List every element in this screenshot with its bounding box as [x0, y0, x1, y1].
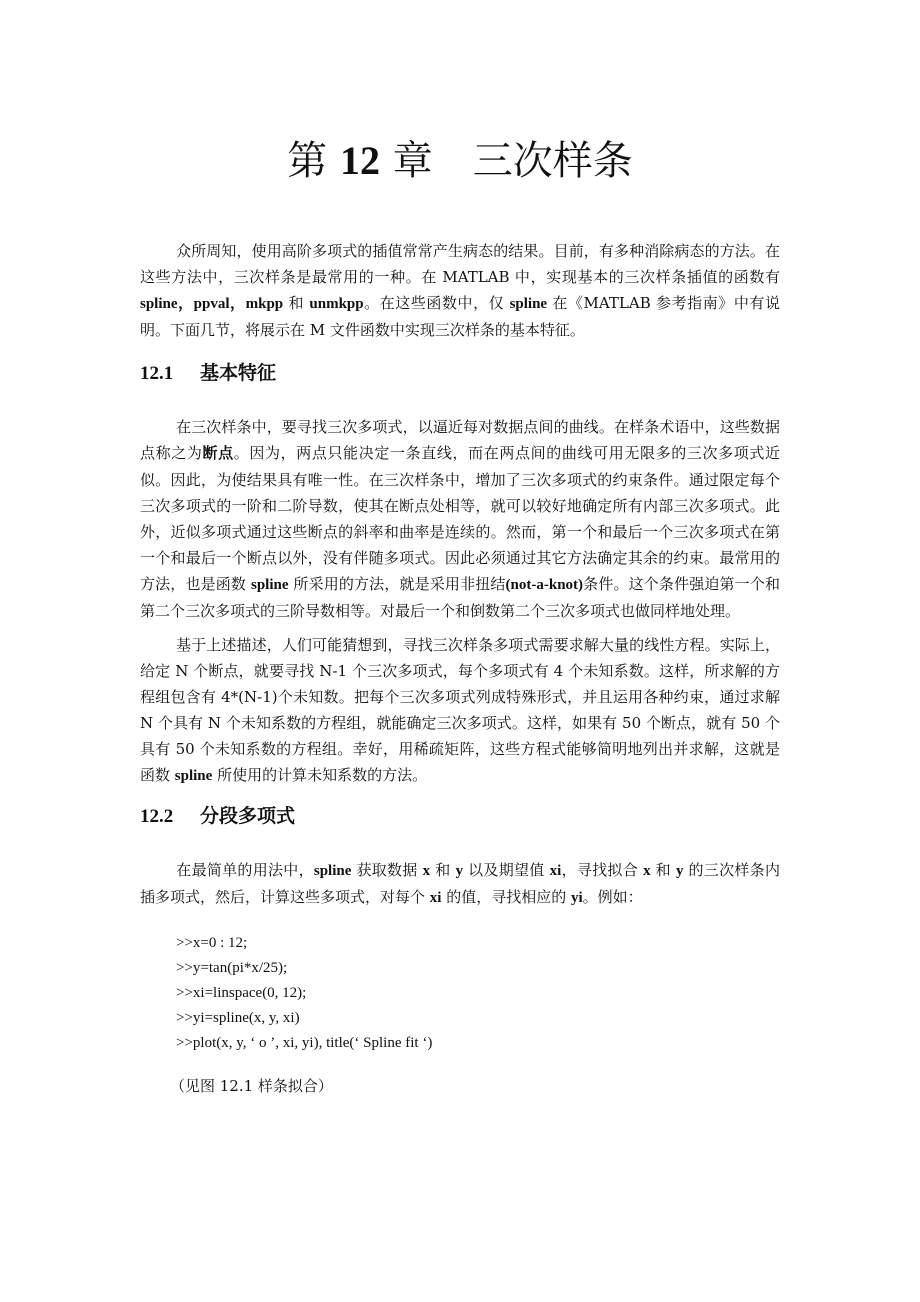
- code-line: >>xi=linspace(0, 12);: [176, 985, 307, 1001]
- code-line: >>x=0 : 12;: [176, 935, 248, 951]
- section-title: 基本特征: [200, 362, 277, 384]
- section-heading-12-2: [140, 803, 295, 830]
- chapter-name: 三次样条: [472, 138, 633, 184]
- section-number: 12.2: [140, 806, 174, 827]
- section1-paragraph-1: 在三次样条中，要寻找三次多项式，以逼近每对数据点间的曲线。在样条术语中，这些数据点称之为断点。因为，两点只能决定一条直线，而在两点间的曲线可用无限多的三次多项式近似。因此，为使结果具有唯一性。在三次样条中，增加了三次多项式的约束条件。通过限定每个三次多项式的一阶和二阶导数，使其在断点处相等，就可以较好地确定所有内部三次多项式。此外，近似多项式通过这些断点的斜率和曲率是连续的。然而，第一个和最后一个三次多项式在第一个和最后一个断点以外，没有伴随多项式。因此必须通过其它方法确定其余的约束。最常用的方法，也是函数 spline 所采用的方法，就是采用非扭结(not-a-knot)条件。这个条件强迫第一个和第二个三次多项式的三阶导数相等。对最后一个和倒数第二个三次多项式也做同样地处理。: [140, 418, 780, 620]
- code-line: >>plot(x, y, ‘ o ’, xi, yi), title(‘ Spline fit ‘): [176, 1035, 433, 1051]
- code-line: >>yi=spline(x, y, xi): [176, 1010, 300, 1026]
- chapter-title: [0, 136, 920, 186]
- section-heading-12-1: [140, 360, 276, 387]
- figure-reference: （见图 12.1 样条拟合）: [170, 1077, 333, 1095]
- chapter-number: 12: [340, 138, 380, 183]
- intro-paragraph: 众所周知，使用高阶多项式的插值常常产生病态的结果。目前，有多种消除病态的方法。在这些方法中，三次样条是最常用的一种。在 MATLAB 中，实现基本的三次样条插值的函数有 spline，ppval，mkpp 和 unmkpp。在这些函数中，仅 spline 在《MATLAB 参考指南》中有说明。下面几节，将展示在 M 文件函数中实现三次样条的基本特征。: [140, 242, 780, 339]
- chapter-suffix: 章: [392, 138, 433, 184]
- section2-paragraph-1: 在最简单的用法中，spline 获取数据 x 和 y 以及期望值 xi，寻找拟合 x 和 y 的三次样条内插多项式，然后，计算这些多项式，对每个 xi 的值，寻找相应的 yi。例如：: [140, 861, 780, 906]
- section-title: 分段多项式: [200, 805, 296, 827]
- chapter-prefix: 第: [287, 138, 328, 184]
- bold-term-breakpoint: 断点: [202, 446, 234, 462]
- section-number: 12.1: [140, 363, 174, 384]
- code-block: [176, 931, 776, 1056]
- section1-paragraph-2: 基于上述描述，人们可能猜想到，寻找三次样条多项式需要求解大量的线性方程。实际上，给定 N 个断点，就要寻找 N-1 个三次多项式，每个多项式有 4 个未知系数。这样，所求解的方程组包含有 4*(N-1)个未知数。把每个三次多项式列成特殊形式，并且运用各种约束，通过求解 N 个具有 N 个未知系数的方程组，就能确定三次多项式。这样，如果有 50 个断点，就有 50 个具有 50 个未知系数的方程组。幸好，用稀疏矩阵，这些方程式能够简明地列出并求解，这就是函数 spline 所使用的计算未知系数的方法。: [140, 636, 780, 784]
- code-line: >>y=tan(pi*x/25);: [176, 960, 288, 976]
